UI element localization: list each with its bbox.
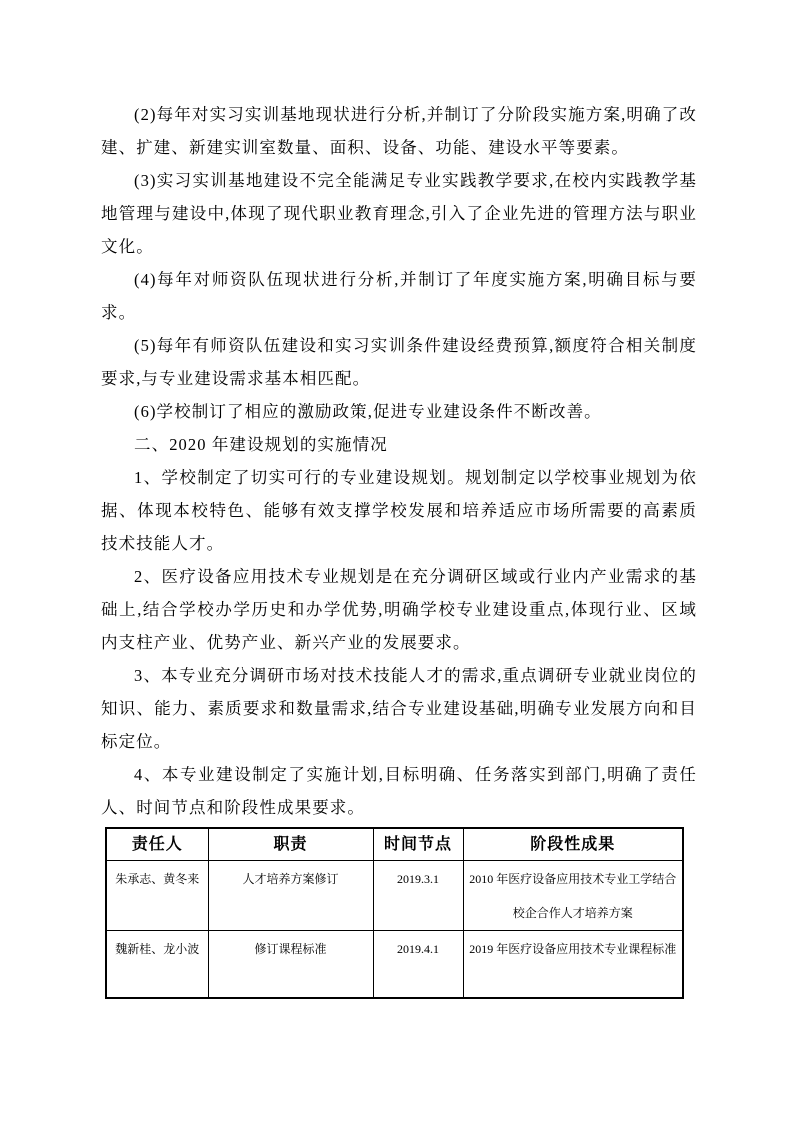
table-cell-stage-result: 2010 年医疗设备应用技术专业工学结合校企合作人才培养方案 (463, 861, 683, 931)
document-content (101, 0, 697, 999)
table-row (106, 931, 683, 998)
paragraph-point-4: 4、本专业建设制定了实施计划,目标明确、任务落实到部门,明确了责任人、时间节点和阶段性成果要求。 (101, 765, 697, 817)
paragraph-item-6: (6)学校制订了相应的激励政策,促进专业建设条件不断改善。 (134, 402, 602, 421)
paragraph-item-3: (3)实习实训基地建设不完全能满足专业实践教学要求,在校内实践教学基地管理与建设中,体现了现代职业教育理念,引入了企业先进的管理方法与职业文化。 (101, 171, 697, 256)
section-heading-2020-plan: 二、2020 年建设规划的实施情况 (134, 435, 388, 454)
table-header-row (106, 828, 683, 861)
table-header-responsible-person: 责任人 (106, 828, 208, 861)
table-header-stage-result: 阶段性成果 (463, 828, 683, 861)
table-row (106, 861, 683, 931)
paragraph-item-2: (2)每年对实习实训基地现状进行分析,并制订了分阶段实施方案,明确了改建、扩建、新建实训室数量、面积、设备、功能、建设水平等要素。 (101, 105, 697, 157)
paragraph-point-3: 3、本专业充分调研市场对技术技能人才的需求,重点调研专业就业岗位的知识、能力、素质要求和数量需求,结合专业建设基础,明确专业发展方向和目标定位。 (101, 666, 697, 751)
table-cell-duty: 人才培养方案修订 (208, 861, 373, 931)
table-header-duty: 职责 (208, 828, 373, 861)
table-cell-duty: 修订课程标准 (208, 931, 373, 998)
paragraph-point-1: 1、学校制定了切实可行的专业建设规划。规划制定以学校事业规划为依据、体现本校特色、能够有效支撑学校发展和培养适应市场所需要的高素质技术技能人才。 (101, 468, 697, 553)
table-cell-time-node: 2019.4.1 (373, 931, 463, 998)
paragraph-item-4: (4)每年对师资队伍现状进行分析,并制订了年度实施方案,明确目标与要求。 (101, 270, 697, 322)
implementation-plan-table (105, 827, 684, 999)
table-header-time-node: 时间节点 (373, 828, 463, 861)
paragraph-point-2: 2、医疗设备应用技术专业规划是在充分调研区域或行业内产业需求的基础上,结合学校办学历史和办学优势,明确学校专业建设重点,体现行业、区域内支柱产业、优势产业、新兴产业的发展要求。 (101, 567, 697, 652)
table-cell-responsible-person: 朱承志、黄冬来 (106, 861, 208, 931)
table-cell-time-node: 2019.3.1 (373, 861, 463, 931)
table-cell-responsible-person: 魏新桂、龙小波 (106, 931, 208, 998)
table-cell-stage-result: 2019 年医疗设备应用技术专业课程标准 (463, 931, 683, 998)
paragraph-item-5: (5)每年有师资队伍建设和实习实训条件建设经费预算,额度符合相关制度要求,与专业建设需求基本相匹配。 (101, 336, 697, 388)
